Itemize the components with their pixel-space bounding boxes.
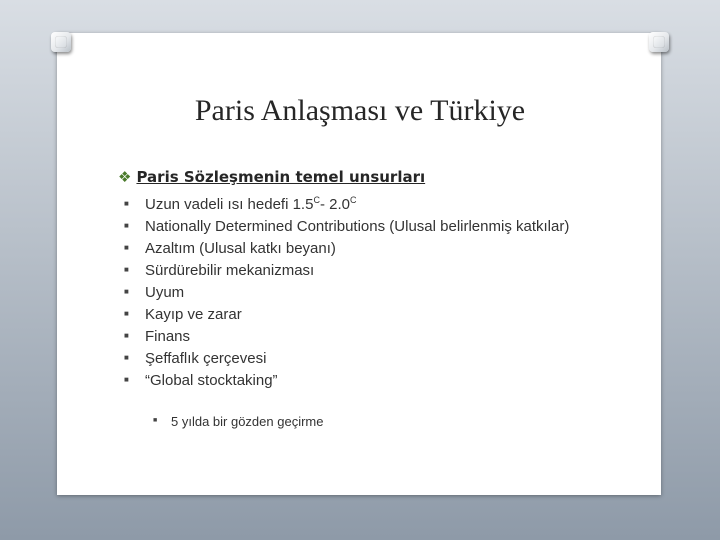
list-item-text: Nationally Determined Contributions (Ulusal belirlenmiş katkılar)	[145, 218, 570, 235]
square-bullet-icon: ■	[124, 309, 129, 318]
section-heading-text: Paris Sözleşmenin temel unsurları	[136, 168, 426, 186]
slide-title: Paris Anlaşması ve Türkiye	[194, 94, 526, 127]
list-item	[124, 372, 594, 389]
list-item	[124, 262, 594, 279]
bullet-list	[124, 196, 594, 394]
list-item-text: Azaltım (Ulusal katkı beyanı)	[145, 240, 336, 257]
sub-list-item	[153, 414, 323, 429]
square-bullet-icon: ■	[124, 375, 129, 384]
list-item	[124, 350, 594, 367]
square-bullet-icon: ■	[124, 221, 129, 230]
square-bullet-icon: ■	[124, 287, 129, 296]
pin-icon	[649, 32, 669, 52]
list-item	[124, 284, 594, 301]
section-heading	[118, 168, 425, 186]
list-item-text: Finans	[145, 328, 191, 345]
list-item-text: Sürdürebilir mekanizması	[145, 262, 315, 279]
list-item-text: Uzun vadeli ısı hedefi 1.5	[145, 196, 314, 213]
square-bullet-icon: ■	[124, 353, 129, 362]
square-bullet-icon: ■	[124, 331, 129, 340]
superscript: C	[349, 195, 357, 205]
list-item-text: “Global stocktaking”	[145, 372, 278, 389]
diamond-bullet-icon: ❖	[118, 168, 132, 186]
list-item-text-mid: - 2.0	[319, 196, 350, 213]
square-bullet-icon: ■	[153, 417, 158, 424]
list-item-text: Şeffaflık çerçevesi	[145, 350, 267, 367]
list-item	[124, 196, 594, 213]
list-item	[124, 328, 594, 345]
list-item	[124, 306, 594, 323]
list-item-text: Kayıp ve zarar	[145, 306, 242, 323]
sub-bullet-list	[153, 414, 323, 429]
pin-icon	[51, 32, 71, 52]
list-item-text: Uyum	[145, 284, 185, 301]
square-bullet-icon: ■	[124, 265, 129, 274]
square-bullet-icon: ■	[124, 243, 129, 252]
superscript: C	[313, 195, 320, 205]
list-item	[124, 218, 594, 235]
list-item	[124, 240, 594, 257]
sub-list-item-text: 5 yılda bir gözden geçirme	[171, 414, 324, 429]
square-bullet-icon: ■	[124, 199, 129, 208]
